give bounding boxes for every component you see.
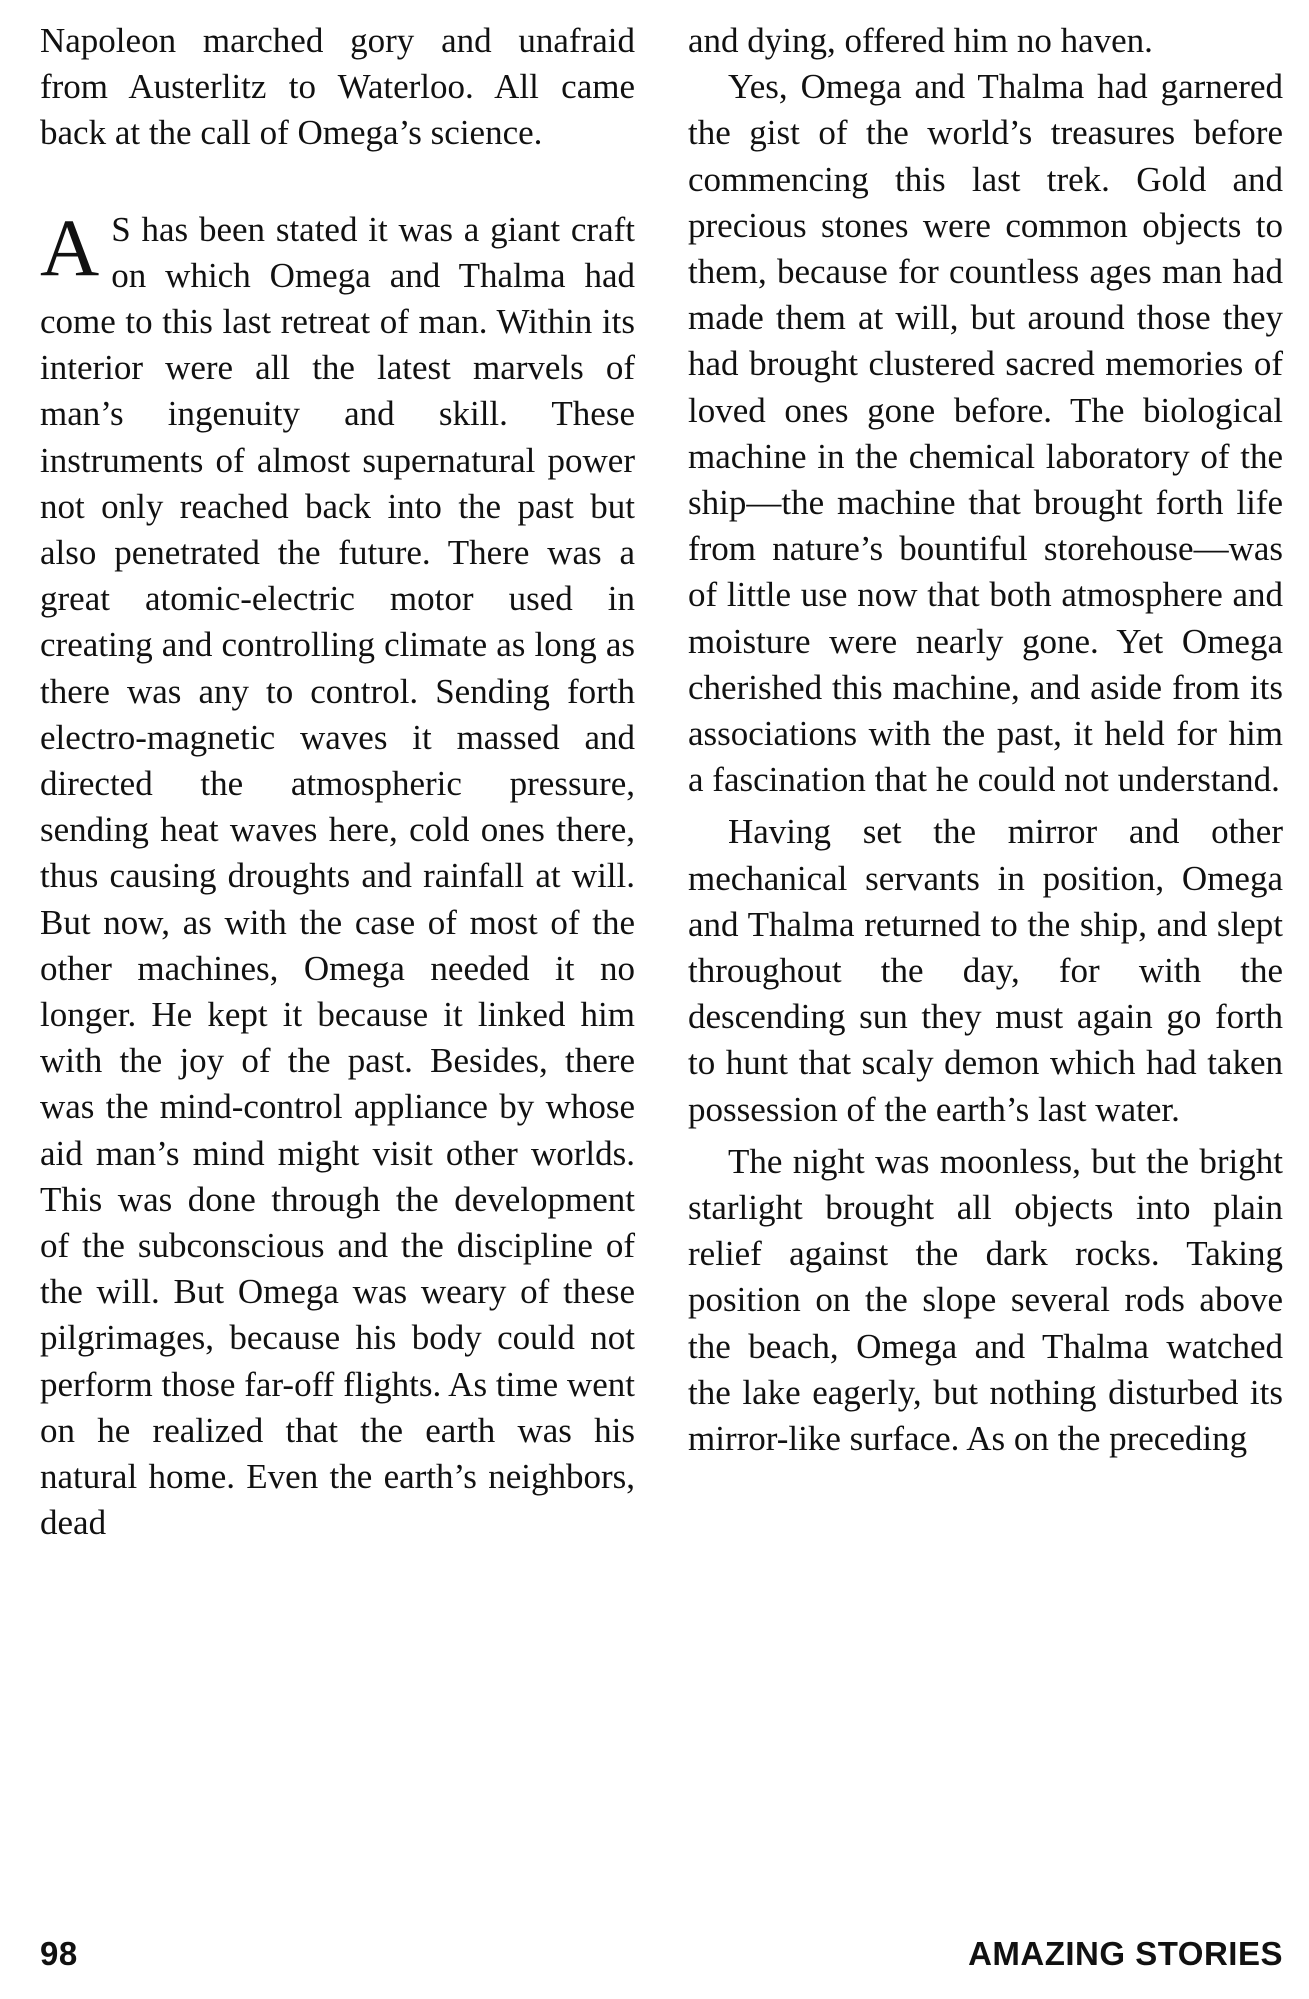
left-text-column bbox=[40, 18, 635, 1547]
right-text-column bbox=[688, 18, 1283, 1462]
paragraph: Yes, Omega and Thalma had garnered the gist of the world’s treasures before commencing this last trek. Gold and precious stones were common objects to them, because for countless ages man had made them at will, but around those they had brought clustered sacred memories of loved ones gone before. The biological machine in the chemical laboratory of the ship—the machine that brought forth life from nature’s bountiful storehouse—was of little use now that both atmosphere and moisture were nearly gone. Yet Omega cherished this machine, and aside from its associations with the past, it held for him a fascination that he could not understand. bbox=[688, 67, 1283, 800]
paragraph: Having set the mirror and other mechanical servants in position, Omega and Thalma returned to the ship, and slept throughout the day, for with the descending sun they must again go forth to hunt that scaly demon which had taken possession of the earth’s last water. bbox=[688, 812, 1283, 1129]
drop-cap: A bbox=[40, 201, 100, 293]
paragraph-body: S has been stated it was a giant craft on which Omega and Thalma had come to this last retreat of man. Within its interior were all the latest marvels of man’s ingenuity and skill. These instruments of almost supernatural power not only reached back into the past but also penetrated the future. There was a great atomic-electric motor used in creating and controlling climate as long as there was any to control. Sending forth electro-magnetic waves it massed and directed the atmospheric pressure, sending heat waves here, cold ones there, thus causing droughts and rainfall at will. But now, as with the case of most of the other machines, Omega needed it no longer. He kept it because it linked him with the joy of the past. Besides, there was the mind-control appliance by whose aid man’s mind might visit other worlds. This was done through the development of the subconscious and the discipline of the will. But Omega was weary of these pilgrimages, because his body could not perform those far-off flights. As time went on he realized that the earth was his natural home. Even the earth’s neighbors, dead bbox=[40, 209, 635, 1543]
section-paragraph bbox=[40, 201, 635, 1547]
running-title: AMAZING STORIES bbox=[968, 1935, 1283, 1972]
paragraph: and dying, offered him no haven. bbox=[688, 21, 1153, 60]
paragraph: Napoleon marched gory and unafraid from Austerlitz to Waterloo. All came back at the call of Omega’s science. bbox=[40, 21, 635, 153]
paragraph: The night was moonless, but the bright starlight brought all objects into plain relief against the dark rocks. Taking position on the slope several rods above the beach, Omega and Thalma watched the lake eagerly, but nothing disturbed its mirror-like surface. As on the preceding bbox=[688, 1141, 1283, 1459]
page-number: 98 bbox=[40, 1935, 78, 1972]
